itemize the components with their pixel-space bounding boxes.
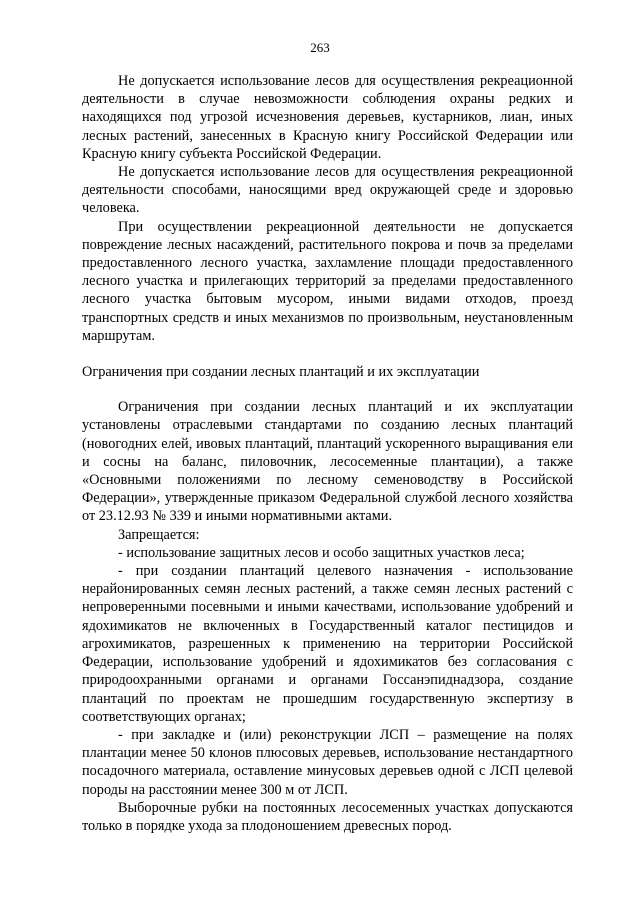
paragraph: Ограничения при создании лесных плантаций и их эксплуатации установлены отраслевыми стандартами по созданию лесных плантаций (новогодних елей, ивовых плантаций, плантаций ускоренного выращивания ели и сосны на баланс, пиловочник, лесосеменные плантации), а также «Основными положениями по лесному семеноводству в Российской Федерации», утвержденные приказом Федеральной службой лесного хозяйства от 23.12.93 № 339 и иными нормативными актами. bbox=[82, 399, 573, 525]
document-body bbox=[82, 72, 573, 835]
list-item: - при закладке и (или) реконструкции ЛСП – размещение на полях плантации менее 50 клонов плюсовых деревьев, использование нестандартного посадочного материала, оставление минусовых деревьев одной с ЛСП целевой породы на расстоянии менее 300 м от ЛСП. bbox=[82, 726, 573, 798]
section-heading: Ограничения при создании лесных плантаций и их эксплуатации bbox=[82, 364, 480, 381]
paragraph: Не допускается использование лесов для осуществления рекреационной деятельности способами, наносящими вред окружающей среде и здоровью человека. bbox=[82, 164, 573, 217]
list-item: - при создании плантаций целевого назначения - использование нерайонированных семян лесных растений, а также семян лесных растений с непроверенными посевными и иными качествами, использование удобрений и ядохимикатов не включенных в Государственный каталог пестицидов и агрохимикатов, разрешенных к применению на территории Российской Федерации, использование удобрений и ядохимикатов без согласования с природоохранными органами и органами Госсанэпиднадзора, создание плантаций по проектам не прошедшим государственную экспертизу в соответствующих органах; bbox=[82, 563, 573, 725]
paragraph: При осуществлении рекреационной деятельности не допускается повреждение лесных насаждений, растительного покрова и почв за пределами предоставленного лесного участка, захламление площади предоставленного лесного участка и прилегающих территорий за пределами предоставленного лесного участка бытовым мусором, иными видами отходов, проезд транспортных средств и иных механизмов по произвольным, неустановленным маршрутам. bbox=[82, 218, 573, 344]
paragraph: Выборочные рубки на постоянных лесосеменных участках допускаются только в порядке ухода за плодоношением древесных пород. bbox=[82, 799, 573, 834]
paragraph: Запрещается: bbox=[118, 526, 200, 543]
page-number: 263 bbox=[310, 40, 330, 55]
list-item: - использование защитных лесов и особо защитных участков леса; bbox=[118, 544, 525, 561]
paragraph: Не допускается использование лесов для осуществления рекреационной деятельности в случае невозможности соблюдения охраны редких и находящихся под угрозой исчезновения деревьев, кустарников, лиан, иных лесных растений, занесенных в Красную книгу Российской Федерации или Красную книгу субъекта Российской Федерации. bbox=[82, 73, 573, 162]
